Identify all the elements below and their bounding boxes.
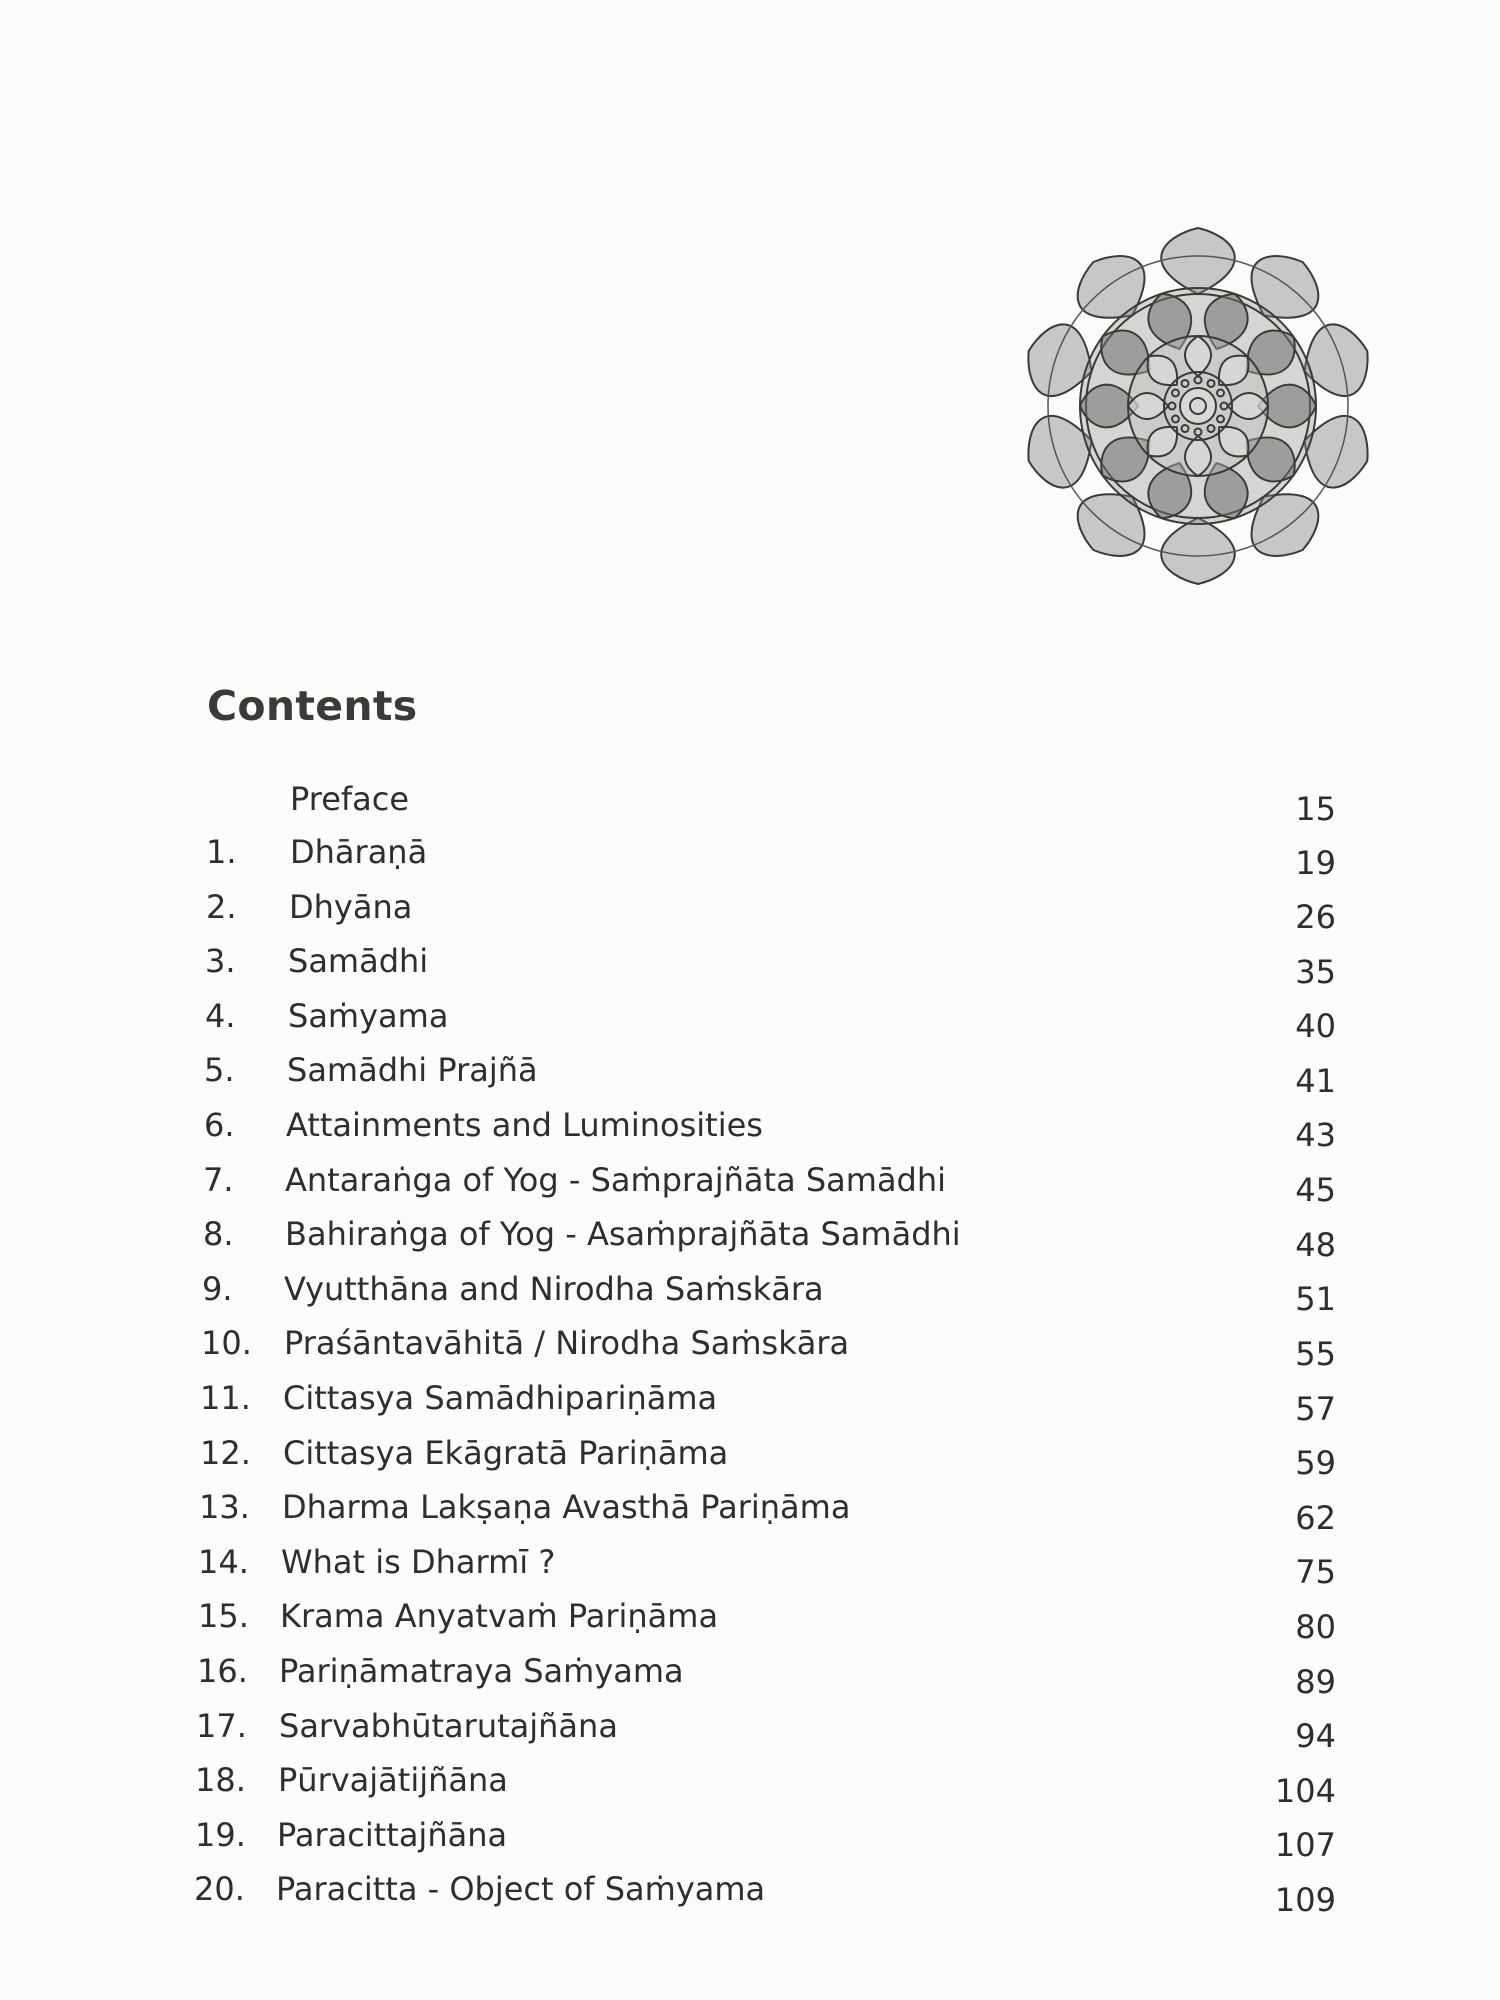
toc-entry-page: 43 bbox=[1295, 1116, 1336, 1154]
toc-entry bbox=[0, 1652, 1500, 1704]
toc-entry-title: Preface bbox=[290, 780, 410, 818]
toc-entry bbox=[0, 888, 1500, 940]
toc-entry-title: Antaraṅga of Yog - Saṁprajñāta Samādhi bbox=[285, 1161, 947, 1199]
toc-entry-title: Vyutthāna and Nirodha Saṁskāra bbox=[284, 1270, 824, 1308]
toc-entry-title: Dharma Lakṣaṇa Avasthā Pariṇāma bbox=[282, 1488, 851, 1526]
toc-entry bbox=[0, 1707, 1500, 1759]
toc-entry-title: Dhyāna bbox=[289, 888, 413, 926]
toc-entry-number: 10. bbox=[201, 1324, 252, 1362]
toc-entry bbox=[0, 778, 1500, 830]
toc-entry-number: 5. bbox=[204, 1051, 235, 1089]
toc-entry-title: Sarvabhūtarutajñāna bbox=[279, 1707, 618, 1745]
toc-entry-number: 1. bbox=[206, 833, 237, 871]
toc-entry-page: 109 bbox=[1274, 1881, 1336, 1919]
toc-entry-number: 4. bbox=[205, 997, 236, 1035]
toc-entry-number: 11. bbox=[200, 1379, 251, 1417]
toc-entry-number: 15. bbox=[198, 1597, 249, 1635]
toc-entry bbox=[0, 1816, 1500, 1868]
toc-entry-number: 12. bbox=[200, 1434, 251, 1472]
toc-entry-page: 19 bbox=[1295, 844, 1336, 882]
toc-entry-number: 18. bbox=[195, 1761, 246, 1799]
toc-entry-page: 80 bbox=[1295, 1608, 1336, 1646]
toc-entry bbox=[0, 1270, 1500, 1322]
toc-entry-page: 107 bbox=[1274, 1826, 1336, 1864]
toc-entry-page: 15 bbox=[1295, 790, 1336, 828]
toc-entry bbox=[0, 1161, 1500, 1213]
toc-entry-number: 19. bbox=[195, 1816, 246, 1854]
toc-entry-page: 57 bbox=[1295, 1390, 1336, 1428]
toc-entry-title: Paracitta - Object of Saṁyama bbox=[276, 1870, 766, 1908]
toc-entry-title: Saṁyama bbox=[288, 997, 449, 1035]
toc-entry-number: 6. bbox=[204, 1106, 235, 1144]
toc-entry-number: 9. bbox=[202, 1270, 233, 1308]
toc-entry-number: 7. bbox=[203, 1161, 234, 1199]
toc-entry-page: 35 bbox=[1295, 953, 1336, 991]
toc-entry-title: Cittasya Ekāgratā Pariṇāma bbox=[283, 1434, 729, 1472]
toc-entry-number: 16. bbox=[197, 1652, 248, 1690]
toc-entry-page: 62 bbox=[1295, 1499, 1336, 1537]
toc-entry-number: 17. bbox=[196, 1707, 247, 1745]
toc-entry-page: 48 bbox=[1295, 1226, 1336, 1264]
toc-entry-title: Krama Anyatvaṁ Pariṇāma bbox=[280, 1597, 719, 1635]
toc-entry-title: What is Dharmī ? bbox=[281, 1543, 556, 1581]
toc-entry-page: 59 bbox=[1295, 1444, 1336, 1482]
toc-entry bbox=[0, 833, 1500, 885]
toc-entry bbox=[0, 1215, 1500, 1267]
toc-entry bbox=[0, 1597, 1500, 1649]
toc-entry-number: 2. bbox=[206, 888, 237, 926]
toc-entry-number: 20. bbox=[194, 1870, 245, 1908]
toc-entry-number: 3. bbox=[205, 942, 236, 980]
toc-entry-page: 51 bbox=[1295, 1280, 1336, 1318]
toc-entry bbox=[0, 1324, 1500, 1376]
toc-entry-title: Paracittajñāna bbox=[277, 1816, 508, 1854]
toc-entry-title: Bahiraṅga of Yog - Asaṁprajñāta Samādhi bbox=[285, 1215, 961, 1253]
toc-entry bbox=[0, 1543, 1500, 1595]
toc-entry bbox=[0, 1870, 1500, 1922]
toc-entry bbox=[0, 1434, 1500, 1486]
toc-entry-title: Praśāntavāhitā / Nirodha Saṁskāra bbox=[284, 1324, 850, 1362]
toc-entry-page: 89 bbox=[1295, 1663, 1336, 1701]
toc-entry bbox=[0, 1051, 1500, 1103]
toc-entry-page: 45 bbox=[1295, 1171, 1336, 1209]
toc-entry-page: 94 bbox=[1295, 1717, 1336, 1755]
toc-entry-page: 40 bbox=[1295, 1007, 1336, 1045]
toc-entry-title: Pariṇāmatraya Saṁyama bbox=[279, 1652, 684, 1690]
contents-heading: Contents bbox=[207, 682, 418, 730]
toc-entry-title: Attainments and Luminosities bbox=[286, 1106, 763, 1144]
toc-entry bbox=[0, 1761, 1500, 1813]
toc-entry-title: Samādhi Prajñā bbox=[287, 1051, 538, 1089]
toc-entry bbox=[0, 1379, 1500, 1431]
toc-entry-number: 14. bbox=[198, 1543, 249, 1581]
toc-entry-page: 75 bbox=[1295, 1553, 1336, 1591]
toc-entry-number: 8. bbox=[203, 1215, 234, 1253]
toc-entry-page: 104 bbox=[1274, 1772, 1336, 1810]
toc-entry bbox=[0, 997, 1500, 1049]
toc-entry-number: 13. bbox=[199, 1488, 250, 1526]
toc-entry bbox=[0, 942, 1500, 994]
toc-entry-page: 26 bbox=[1295, 898, 1336, 936]
toc-entry-title: Samādhi bbox=[288, 942, 429, 980]
toc-entry bbox=[0, 1106, 1500, 1158]
toc-entry-page: 55 bbox=[1295, 1335, 1336, 1373]
toc-entry-title: Dhāraṇā bbox=[290, 833, 428, 871]
toc-entry bbox=[0, 1488, 1500, 1540]
toc-entry-title: Pūrvajātijñāna bbox=[278, 1761, 508, 1799]
toc-entry-title: Cittasya Samādhipariṇāma bbox=[283, 1379, 718, 1417]
toc-entry-page: 41 bbox=[1295, 1062, 1336, 1100]
